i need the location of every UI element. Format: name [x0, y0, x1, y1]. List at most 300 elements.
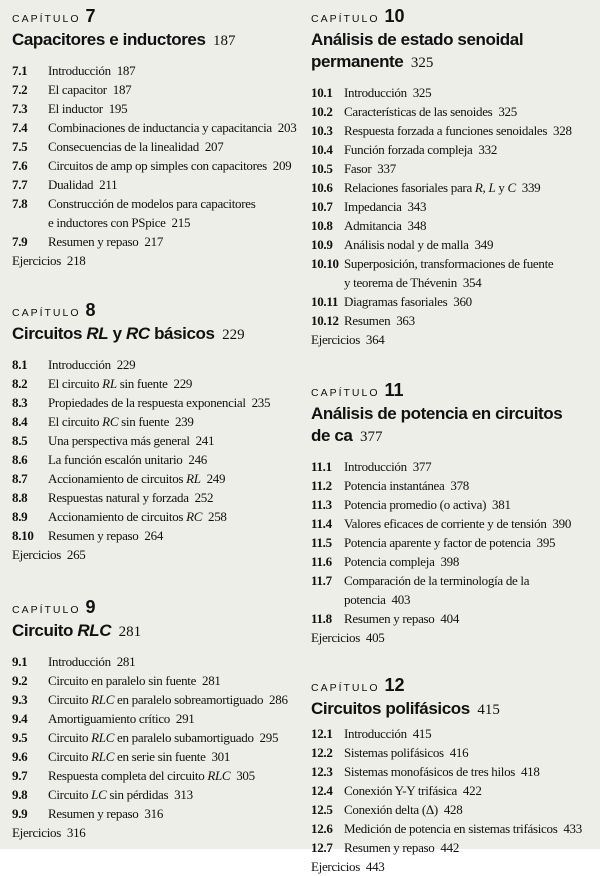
section-number: 11.1 [311, 459, 332, 474]
text-run: Consecuencias de la linealidad [48, 139, 199, 154]
section-title [48, 431, 308, 450]
section-row [12, 469, 308, 488]
page-number: 229 [214, 327, 245, 343]
text-run: Introducción [344, 459, 407, 474]
section-row [12, 450, 308, 469]
section-row [12, 232, 308, 251]
italic-text-run: RLC [77, 621, 112, 640]
section-title [48, 80, 308, 99]
chapter-label-line [311, 6, 596, 29]
page-number: 235 [245, 395, 271, 410]
page-number: 422 [457, 783, 482, 798]
text-run: Potencia instantánea [344, 478, 445, 493]
text-run: permanente [311, 52, 404, 71]
italic-text-run: RC [186, 509, 203, 524]
text-run: Una perspectiva más general [48, 433, 190, 448]
italic-text-run: RL [186, 471, 201, 486]
section-title [48, 118, 308, 137]
chapter-label: CAPÍTULO [311, 682, 380, 694]
text-run: de ca [311, 426, 353, 445]
text-run: Conexión delta (Δ) [344, 802, 438, 817]
section-row [311, 762, 596, 781]
text-run: y [495, 180, 508, 195]
text-run: El circuito [48, 376, 103, 391]
section-row [311, 178, 596, 197]
page-number: 258 [202, 509, 227, 524]
page-number: 325 [492, 104, 517, 119]
italic-text-run: RLC [207, 768, 231, 783]
text-run: Sistemas monofásicos de tres hilos [344, 764, 516, 779]
section-row [12, 156, 308, 175]
section-row [311, 514, 596, 533]
section-title [48, 709, 308, 728]
chapter-label-line [311, 675, 596, 698]
section-row [12, 545, 308, 564]
chapter-block [311, 675, 596, 876]
section-number: 9.7 [12, 768, 28, 783]
page-number: 246 [182, 452, 208, 467]
section-number: 9.8 [12, 787, 28, 802]
section-number: 7.5 [12, 139, 28, 154]
section-row [311, 197, 596, 216]
section-title [48, 785, 308, 804]
section-row [311, 571, 596, 609]
section-row [311, 819, 596, 838]
section-number: 11.6 [311, 554, 332, 569]
page-number: 316 [60, 825, 86, 840]
section-number: 12.5 [311, 802, 333, 817]
chapter-number: 10 [384, 6, 405, 26]
page-number: 187 [110, 63, 136, 78]
page-number: 415 [406, 726, 432, 741]
section-row [12, 431, 308, 450]
chapter-sections [311, 724, 596, 876]
section-row [311, 724, 596, 743]
chapter-title [311, 403, 596, 448]
text-run: Ejercicios [311, 332, 360, 347]
section-title [48, 671, 308, 690]
text-run: Respuestas natural y forzada [48, 490, 189, 505]
section-number: 10.8 [311, 218, 333, 233]
section-title [48, 393, 308, 412]
chapter-title [12, 29, 308, 52]
chapter-label-line [12, 6, 308, 29]
section-title [344, 311, 596, 330]
chapter-sections [12, 652, 308, 842]
page-number: 398 [434, 554, 460, 569]
section-number: 7.6 [12, 158, 28, 173]
chapter-title [311, 698, 596, 721]
italic-text-run: RLC [91, 730, 115, 745]
page-number: 301 [205, 749, 231, 764]
chapter-block [311, 380, 596, 647]
text-run: Características de las senoides [344, 104, 493, 119]
page-number: 378 [444, 478, 470, 493]
section-number: 10.10 [311, 256, 339, 271]
section-number: 11.4 [311, 516, 332, 531]
text-run: Circuito [48, 787, 92, 802]
chapter-sections [311, 83, 596, 349]
text-run: El capacitor [48, 82, 107, 97]
section-title [48, 804, 308, 823]
text-run: Circuitos [12, 324, 87, 343]
section-title [48, 412, 308, 431]
section-title [344, 457, 596, 476]
text-run: Circuito [12, 621, 78, 640]
section-number: 10.9 [311, 237, 333, 252]
page-number: 337 [371, 161, 396, 176]
text-run: Resumen y repaso [48, 806, 139, 821]
chapter-sections [12, 355, 308, 564]
text-run: Potencia compleja [344, 554, 435, 569]
text-run: Función forzada compleja [344, 142, 473, 157]
chapter-number: 8 [85, 300, 96, 320]
text-run: Circuito en paralelo sin fuente [48, 673, 197, 688]
chapter-number: 12 [384, 675, 405, 695]
section-row [311, 292, 596, 311]
section-number: 8.5 [12, 433, 28, 448]
page-number: 229 [110, 357, 136, 372]
section-number: 12.7 [311, 840, 333, 855]
page-number: 264 [138, 528, 164, 543]
section-number: 10.7 [311, 199, 333, 214]
text-run: Admitancia [344, 218, 402, 233]
section-number: 9.2 [12, 673, 28, 688]
page-number: 354 [456, 275, 482, 290]
chapter-sections [12, 61, 308, 270]
section-number: 9.1 [12, 654, 28, 669]
section-row [12, 80, 308, 99]
section-row [311, 857, 596, 876]
page-number: 415 [469, 702, 500, 718]
section-number: 7.8 [12, 196, 28, 211]
section-number: 8.6 [12, 452, 28, 467]
italic-text-run: RC [125, 324, 150, 343]
section-row [12, 251, 308, 270]
section-row [12, 99, 308, 118]
text-run: Ejercicios [12, 825, 61, 840]
chapter-label-line [12, 300, 308, 323]
section-number: 7.9 [12, 234, 28, 249]
italic-text-run: LC [91, 787, 107, 802]
text-run: Resumen y repaso [344, 611, 435, 626]
page-number: 281 [196, 673, 221, 688]
page-number: 343 [401, 199, 427, 214]
section-row [12, 194, 308, 232]
page-number: 305 [230, 768, 255, 783]
section-title [48, 766, 308, 785]
section-row [311, 83, 596, 102]
page-number: 239 [169, 414, 194, 429]
section-row [12, 118, 308, 137]
text-run: Ejercicios [12, 253, 61, 268]
page-number: 218 [60, 253, 86, 268]
section-row [311, 216, 596, 235]
page-number: 443 [359, 859, 385, 874]
text-run: Superposición, transformaciones de fuente [344, 256, 554, 271]
section-number: 12.1 [311, 726, 333, 741]
section-number: 7.3 [12, 101, 28, 116]
italic-text-run: L [488, 180, 496, 195]
text-run: Accionamiento de circuitos [48, 509, 187, 524]
chapter-title [12, 620, 308, 643]
text-run: Introducción [48, 654, 111, 669]
section-title [344, 724, 596, 743]
section-title [344, 495, 596, 514]
section-title [344, 83, 596, 102]
chapter-label: CAPÍTULO [12, 307, 81, 319]
section-row [12, 488, 308, 507]
section-row [311, 159, 596, 178]
page-number: 325 [406, 85, 432, 100]
text-run: Potencia promedio (o activa) [344, 497, 487, 512]
section-row [12, 823, 308, 842]
section-title [344, 552, 596, 571]
section-row [12, 671, 308, 690]
text-run: Circuito [48, 692, 92, 707]
section-number: 12.2 [311, 745, 333, 760]
section-title [344, 121, 596, 140]
section-title [48, 652, 308, 671]
section-title [12, 823, 308, 842]
section-row [12, 355, 308, 374]
section-number: 11.3 [311, 497, 332, 512]
text-run: Respuesta forzada a funciones senoidales [344, 123, 548, 138]
page-number: 377 [352, 429, 383, 445]
page-number: 390 [546, 516, 572, 531]
section-row [12, 747, 308, 766]
section-number: 11.2 [311, 478, 332, 493]
text-run: sin pérdidas [106, 787, 169, 802]
page-number: 295 [253, 730, 279, 745]
text-run: Medición de potencia en sistemas trifásicos [344, 821, 558, 836]
text-run: Combinaciones de inductancia y capacitancia [48, 120, 272, 135]
text-run: Análisis de estado senoidal [311, 30, 524, 49]
section-number: 12.3 [311, 764, 333, 779]
section-title [344, 800, 596, 819]
section-title [311, 628, 596, 647]
italic-text-run: RL [86, 324, 109, 343]
text-run: El inductor [48, 101, 103, 116]
text-run: Construcción de modelos para capacitores [48, 196, 256, 211]
page-number: 209 [266, 158, 292, 173]
page-number: 416 [443, 745, 469, 760]
section-title [344, 254, 596, 292]
chapter-number: 9 [85, 597, 96, 617]
page-number: 252 [188, 490, 214, 505]
text-run: y teorema de Thévenin [344, 275, 457, 290]
section-row [12, 785, 308, 804]
page-number: 360 [447, 294, 472, 309]
section-row [311, 476, 596, 495]
section-number: 7.1 [12, 63, 28, 78]
page-number: 328 [547, 123, 572, 138]
page-number: 291 [169, 711, 195, 726]
section-title [48, 450, 308, 469]
toc-column-right [311, 6, 596, 874]
italic-text-run: RC [102, 414, 119, 429]
section-title [344, 514, 596, 533]
section-row [311, 140, 596, 159]
text-run: Comparación de la terminología de la potencia [344, 573, 530, 607]
section-title [48, 526, 308, 545]
section-title [48, 728, 308, 747]
section-title [48, 156, 308, 175]
page-number: 364 [359, 332, 385, 347]
page-number: 348 [401, 218, 427, 233]
section-row [311, 330, 596, 349]
section-title [48, 488, 308, 507]
section-title [48, 747, 308, 766]
text-run: en paralelo subamortiguado [114, 730, 254, 745]
page-number: 395 [530, 535, 556, 550]
page-number: 313 [168, 787, 193, 802]
text-run: Diagramas fasoriales [344, 294, 448, 309]
section-title [48, 194, 308, 232]
section-row [12, 526, 308, 545]
page-number: 403 [385, 592, 411, 607]
text-run: Conexión Y-Y trifásica [344, 783, 458, 798]
section-row [12, 652, 308, 671]
section-number: 8.8 [12, 490, 28, 505]
section-number: 8.7 [12, 471, 28, 486]
text-run: Relaciones fasoriales para [344, 180, 475, 195]
text-run: Introducción [48, 63, 111, 78]
text-run: y [108, 324, 126, 343]
section-number: 10.12 [311, 313, 339, 328]
page-number: 211 [93, 177, 118, 192]
section-row [311, 533, 596, 552]
text-run: Análisis nodal y de malla [344, 237, 469, 252]
text-run: Valores eficaces de corriente y de tensión [344, 516, 547, 531]
chapter-number: 11 [384, 380, 404, 400]
section-title [48, 137, 308, 156]
chapter-label: CAPÍTULO [311, 13, 380, 25]
section-row [12, 766, 308, 785]
text-run: Ejercicios [311, 630, 360, 645]
section-title [344, 178, 596, 197]
section-row [12, 61, 308, 80]
section-row [311, 235, 596, 254]
page-number: 404 [434, 611, 460, 626]
section-title [344, 197, 596, 216]
text-run: Introducción [344, 726, 407, 741]
section-row [12, 709, 308, 728]
section-title [344, 102, 596, 121]
section-title [344, 781, 596, 800]
section-row [311, 121, 596, 140]
chapter-title [311, 29, 596, 74]
section-title [311, 330, 596, 349]
text-run: básicos [149, 324, 215, 343]
section-number: 10.4 [311, 142, 333, 157]
section-number: 8.1 [12, 357, 28, 372]
chapter-block [311, 6, 596, 349]
text-run: Amortiguamiento crítico [48, 711, 170, 726]
page-number: 349 [468, 237, 494, 252]
page-number: 281 [111, 624, 142, 640]
page-number: 339 [515, 180, 541, 195]
text-run: Respuesta completa del circuito [48, 768, 208, 783]
chapter-label-line [12, 597, 308, 620]
italic-text-run: R [474, 180, 483, 195]
chapter-label: CAPÍTULO [12, 604, 81, 616]
section-title [48, 374, 308, 393]
section-number: 8.2 [12, 376, 28, 391]
page-number: 363 [390, 313, 415, 328]
section-row [311, 800, 596, 819]
page-number: 332 [472, 142, 498, 157]
section-title [48, 232, 308, 251]
page-number: 428 [437, 802, 463, 817]
section-title [344, 235, 596, 254]
section-title [48, 469, 308, 488]
text-run: Circuitos de amp op simples con capacitores [48, 158, 267, 173]
text-run: sin fuente [118, 414, 170, 429]
page-number: 433 [557, 821, 582, 836]
section-title [344, 216, 596, 235]
text-run: Propiedades de la respuesta exponencial [48, 395, 246, 410]
section-number: 7.7 [12, 177, 28, 192]
page-number: 207 [198, 139, 224, 154]
section-number: 10.3 [311, 123, 333, 138]
page-number: 249 [200, 471, 226, 486]
section-row [311, 457, 596, 476]
section-title [344, 159, 596, 178]
section-title [344, 533, 596, 552]
chapter-title [12, 323, 308, 346]
chapter-sections [311, 457, 596, 647]
section-row [311, 311, 596, 330]
section-number: 8.10 [12, 528, 34, 543]
section-number: 7.2 [12, 82, 28, 97]
section-row [12, 728, 308, 747]
text-run: Resumen y repaso [48, 528, 139, 543]
section-row [12, 507, 308, 526]
section-number: 9.6 [12, 749, 28, 764]
chapter-block [12, 597, 308, 842]
text-run: Análisis de potencia en circuitos [311, 404, 563, 423]
section-title [344, 762, 596, 781]
text-run: Introducción [344, 85, 407, 100]
section-row [311, 552, 596, 571]
page-number: 325 [403, 55, 434, 71]
page-number: 377 [406, 459, 432, 474]
page-number: 229 [167, 376, 193, 391]
section-title [344, 140, 596, 159]
page-number: 418 [515, 764, 540, 779]
section-number: 8.4 [12, 414, 28, 429]
section-number: 7.4 [12, 120, 28, 135]
section-number: 11.8 [311, 611, 332, 626]
text-run: Accionamiento de circuitos [48, 471, 187, 486]
section-row [12, 175, 308, 194]
section-title [48, 175, 308, 194]
section-row [12, 412, 308, 431]
italic-text-run: RLC [91, 692, 115, 707]
page-number: 241 [189, 433, 215, 448]
page-number: 281 [110, 654, 136, 669]
section-number: 10.5 [311, 161, 333, 176]
page-number: 442 [434, 840, 460, 855]
text-run: Dualidad [48, 177, 94, 192]
section-title [344, 819, 596, 838]
section-row [12, 804, 308, 823]
chapter-block [12, 6, 308, 270]
italic-text-run: RL [102, 376, 117, 391]
section-title [48, 99, 308, 118]
section-number: 12.6 [311, 821, 333, 836]
